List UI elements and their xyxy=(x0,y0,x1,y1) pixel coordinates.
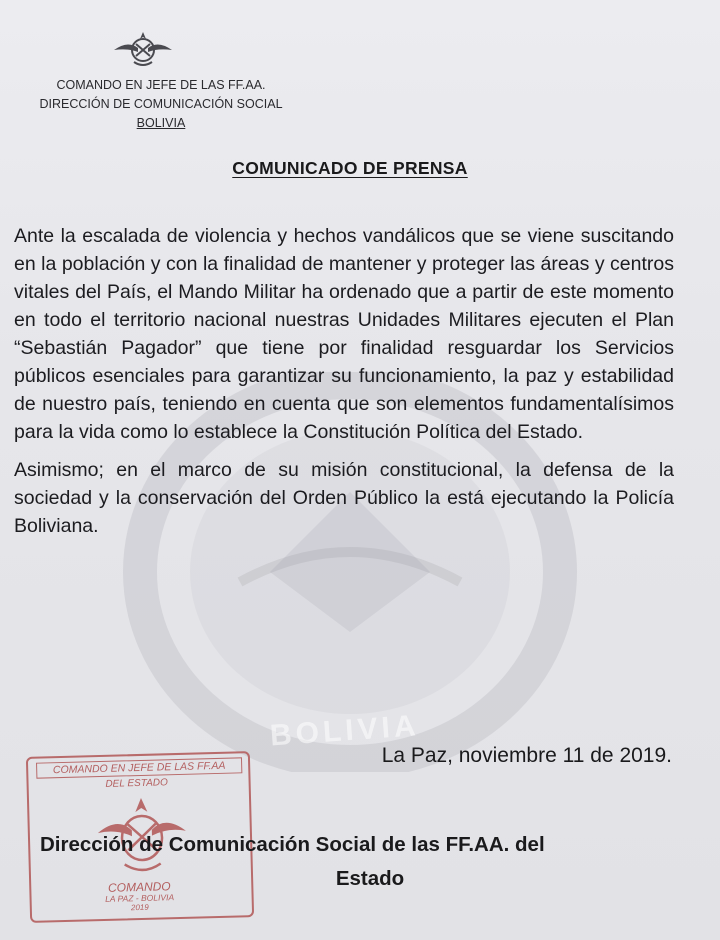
body-paragraph-1: Ante la escalada de violencia y hechos vandálicos que se viene suscitando en la población y con la finalidad de mantener y proteger las áreas y centros vitales del País, el Mando Militar ha ordenado que a partir de este momento en todo el territorio nacional nuestras Unidades Militares ejecuten el Plan “Sebastián Pagador” que tiene por finalidad resguardar los Servicios públicos esenciales para garantizar su funcionamiento, la paz y estabilidad de nuestro país, teniendo en cuenta que son elementos fundamentalísimos para la vida como lo establece la Constitución Política del Estado. xyxy=(14,225,674,443)
org-line-directorate: DIRECCIÓN DE COMUNICACIÓN SOCIAL xyxy=(39,97,283,111)
body-paragraph-2: Asimismo; en el marco de su misión constitucional, la defensa de la sociedad y la conservación del Orden Público la está ejecutando la Policía Boliviana. xyxy=(14,459,674,537)
stamp-text-city: LA PAZ - BOLIVIA xyxy=(104,892,175,904)
watermark-text: BOLIVIA xyxy=(268,709,421,753)
signature-line2: Estado xyxy=(335,867,405,890)
document-date: La Paz, noviembre 11 de 2019. xyxy=(381,744,672,767)
military-emblem-icon xyxy=(112,26,174,70)
document-title-text: COMUNICADO DE PRENSA xyxy=(232,158,468,178)
signature-line1: Dirección de Comunicación Social de las FF.AA. del xyxy=(40,833,545,856)
document-title xyxy=(0,158,700,179)
stamp-text-comando: COMANDO xyxy=(107,879,171,895)
stamp-text-line2: DEL ESTADO xyxy=(105,777,168,790)
stamp-text-year: 2019 xyxy=(130,902,149,913)
signature-block xyxy=(40,828,660,896)
document-body xyxy=(14,222,674,540)
org-line-command: COMANDO EN JEFE DE LAS FF.AA. xyxy=(56,78,266,92)
issuing-organization xyxy=(16,76,306,133)
org-line-country: BOLIVIA xyxy=(136,116,186,130)
stamp-text-line1: COMANDO EN JEFE DE LAS FF.AA xyxy=(36,757,242,778)
